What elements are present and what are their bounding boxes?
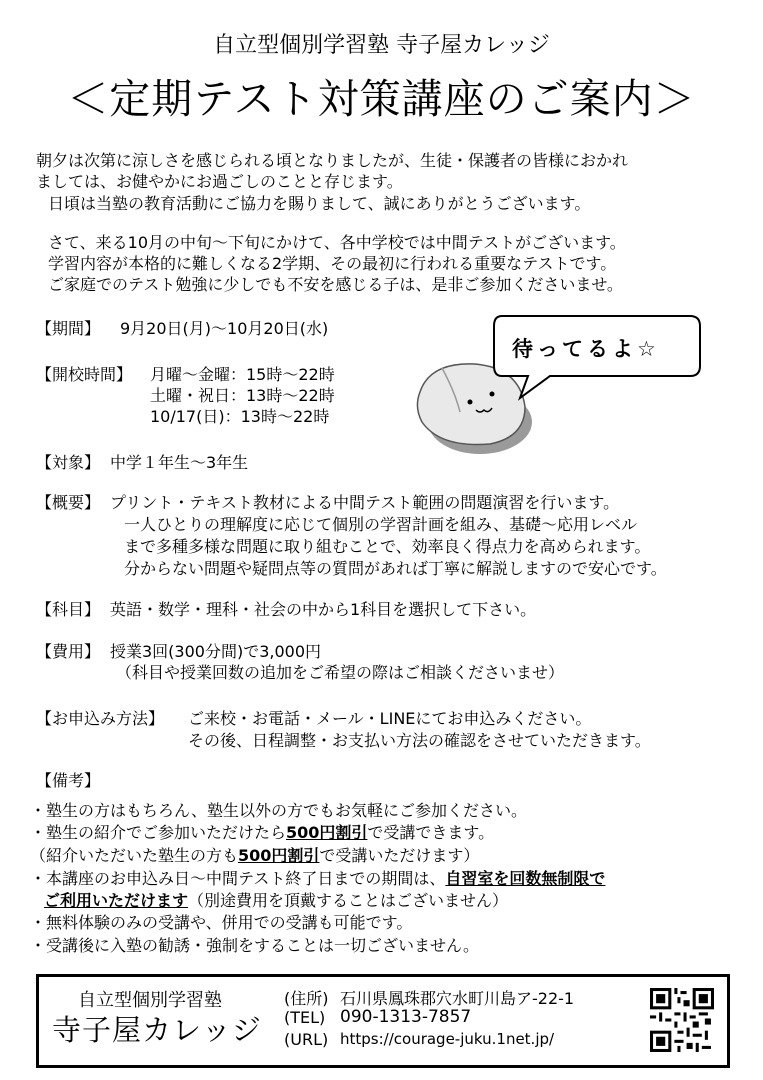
- subjects-value: 英語・数学・理科・社会の中から1科目を選択して下さい。: [110, 600, 537, 619]
- period-label: 【期間】: [36, 319, 101, 338]
- hours-line-1: 月曜～金曜：15時～22時: [150, 365, 335, 384]
- qr-code-icon[interactable]: [650, 988, 714, 1052]
- apply-label: 【お申込み方法】: [36, 709, 165, 728]
- hours-line-2: 土曜・祝日：13時～22時: [150, 386, 335, 405]
- intro-line-3: 日頃は当塾の教育活動にご協力を賜りまして、誠にありがとうございます。: [48, 194, 591, 213]
- note-2-c: で受講できます。: [367, 823, 495, 842]
- intro-line-1: 朝夕は次第に涼しさを感じられる頃となりましたが、生徒・保護者の皆様におかれ: [36, 151, 629, 170]
- notes-label: 【備考】: [36, 771, 101, 790]
- overview-line-1: プリント・テキスト教材による中間テスト範囲の問題演習を行います。: [110, 493, 620, 512]
- footer-subtitle: 自立型個別学習塾: [78, 990, 222, 1011]
- note-4-study-room: 自習室を回数無制限で: [445, 869, 606, 888]
- note-6: ・無料体験のみの受講や、併用での受講も可能です。: [30, 913, 413, 932]
- header-subtitle: 自立型個別学習塾 寺子屋カレッジ: [213, 33, 550, 58]
- overview-label: 【概要】: [36, 493, 101, 512]
- subjects-label: 【科目】: [36, 600, 101, 619]
- intro-line-5: 学習内容が本格的に難しくなる2学期、その最初に行われる重要なテストです。: [48, 254, 617, 273]
- hours-line-3: 10/17(日)：13時～22時: [150, 407, 330, 426]
- note-4-a: ・本講座のお申込み日～中間テスト終了日までの期間は、: [30, 869, 446, 888]
- footer-url[interactable]: https://courage-juku.1net.jp/: [340, 1030, 555, 1048]
- note-2: [30, 822, 494, 844]
- fee-label: 【費用】: [36, 642, 101, 661]
- overview-line-3: まで多種多様な問題に取り組むことで、効率良く得点力を高められます。: [124, 537, 651, 556]
- note-7: ・受講後に入塾の勧誘・強制をすることは一切ございません。: [30, 936, 479, 955]
- note-5: [44, 890, 508, 912]
- period-value: 9月20日(月)～10月20日(水): [120, 319, 329, 338]
- overview-line-4: 分からない問題や疑問点等の質問があれば丁寧に解説しますので安心です。: [124, 559, 667, 578]
- bubble-text: 待ってるよ☆: [512, 337, 660, 361]
- note-2-a: ・塾生の紹介でご参加いただけたら: [30, 823, 287, 842]
- fee-line-2: （科目や授業回数の追加をご希望の際はご相談くださいませ）: [116, 663, 565, 682]
- footer-school-name: 寺子屋カレッジ: [52, 1013, 262, 1047]
- overview-line-2: 一人ひとりの理解度に応じて個別の学習計画を組み、基礎～応用レベル: [124, 515, 637, 534]
- note-5-a: ご利用いただけます: [44, 891, 189, 910]
- intro-line-4: さて、来る10月の中旬～下旬にかけて、各中学校では中間テストがございます。: [48, 233, 626, 252]
- footer-url-label: (URL): [284, 1030, 329, 1049]
- note-1: ・塾生の方はもちろん、塾生以外の方でもお気軽にご参加ください。: [30, 801, 527, 820]
- hours-label: 【開校時間】: [36, 365, 133, 384]
- note-3-discount: 500円割引: [238, 846, 320, 865]
- target-value: 中学１年生～3年生: [110, 453, 249, 472]
- footer-tel[interactable]: 090-1313-7857: [340, 1007, 472, 1027]
- note-3-a: （紹介いただいた塾生の方も: [30, 846, 239, 865]
- note-4: [30, 868, 605, 890]
- page-title: ＜定期テスト対策講座のご案内＞: [67, 75, 696, 123]
- footer-address: 石川県鳳珠郡穴水町川島ア-22-1: [340, 989, 575, 1008]
- target-label: 【対象】: [36, 453, 101, 472]
- apply-line-1: ご来校・お電話・メール・LINEにてお申込みください。: [188, 709, 592, 728]
- intro-line-2: ましては、お健やかにお過ごしのことと存じます。: [36, 172, 403, 191]
- intro-line-6: ご家庭でのテスト勉強に少しでも不安を感じる子は、是非ご参加くださいませ。: [48, 275, 623, 294]
- footer-address-label: (住所): [284, 989, 329, 1008]
- note-3-c: で受講いただけます）: [319, 846, 480, 865]
- note-5-b: （別途費用を頂戴することはございません）: [188, 891, 509, 910]
- note-3: [30, 845, 479, 867]
- note-2-discount: 500円割引: [286, 823, 368, 842]
- footer-tel-label: (TEL): [284, 1008, 326, 1027]
- apply-line-2: その後、日程調整・お支払い方法の確認をさせていただきます。: [188, 731, 651, 750]
- fee-line-1: 授業3回(300分間)で3,000円: [110, 642, 322, 661]
